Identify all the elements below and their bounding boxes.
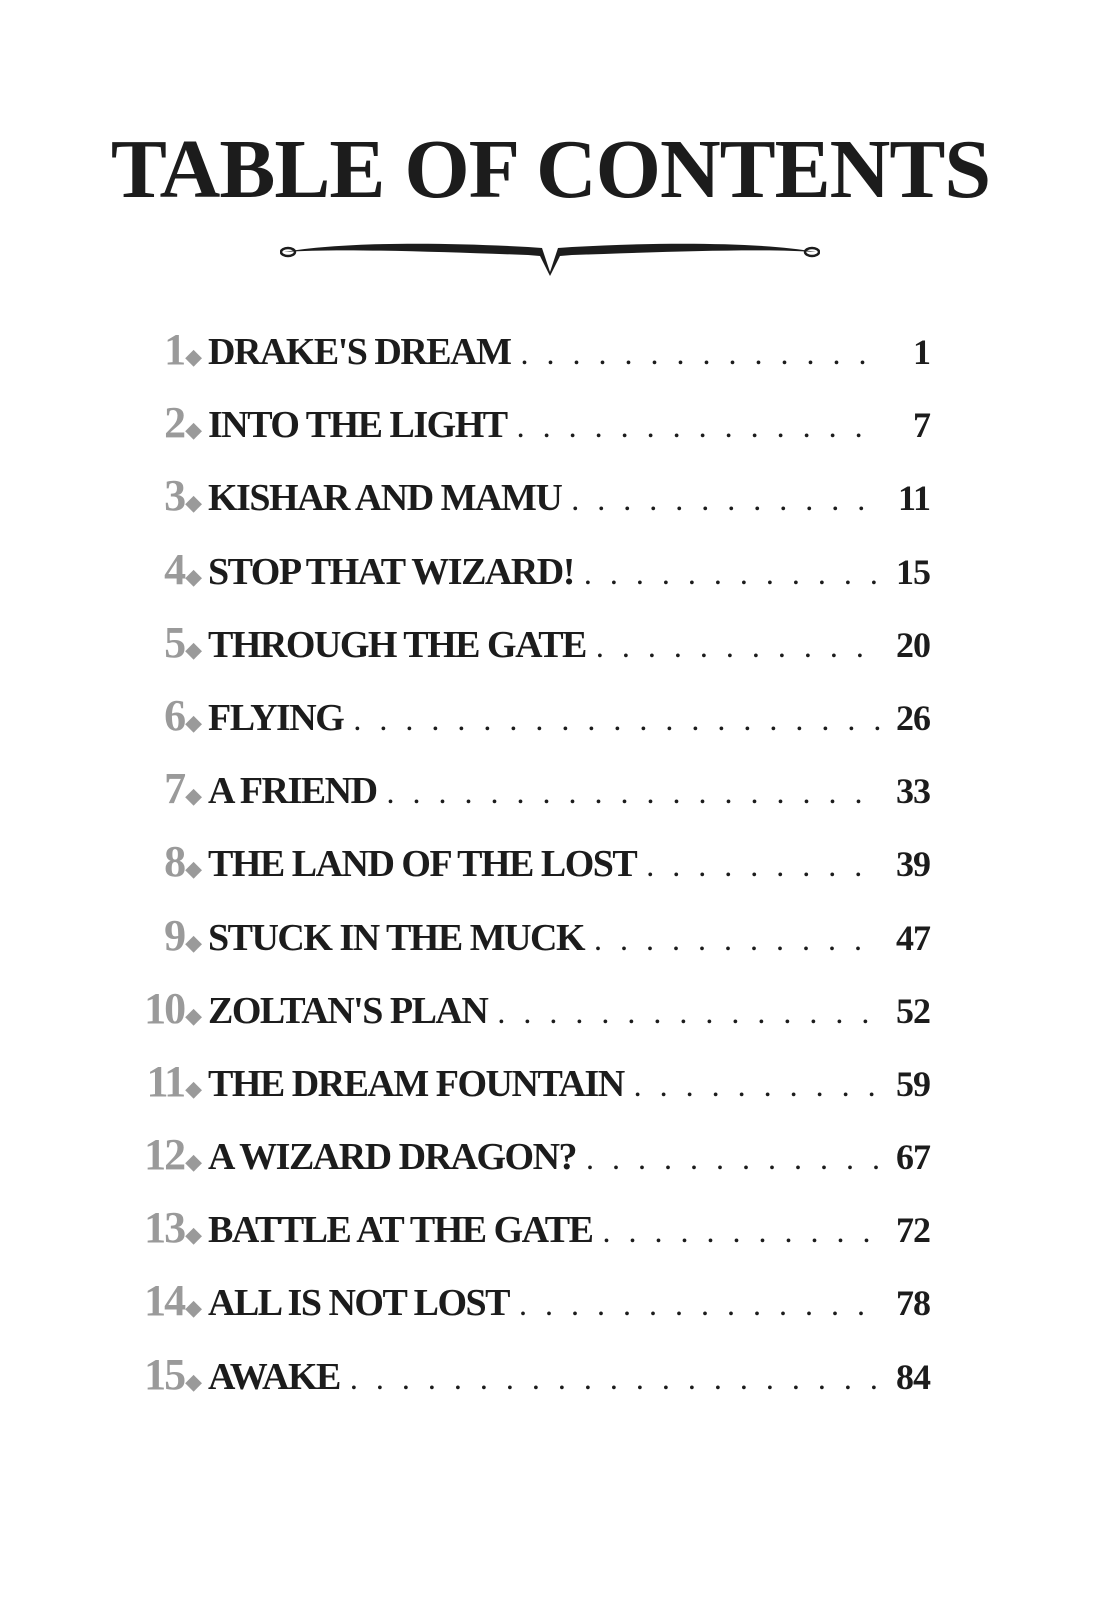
chapter-title: KISHAR AND MAMU: [208, 477, 562, 520]
chapter-number: 10◆: [144, 983, 200, 1033]
page-number: 72: [896, 1210, 930, 1251]
table-of-contents-list: [130, 325, 930, 1426]
chapter-title: ZOLTAN'S PLAN: [208, 989, 488, 1032]
dot-leader: [340, 1362, 882, 1394]
toc-entry[interactable]: [130, 1203, 930, 1279]
chapter-number: 6◆: [164, 690, 200, 740]
chapter-number: 2◆: [164, 398, 200, 448]
toc-entry[interactable]: [130, 617, 930, 694]
toc-entry[interactable]: [130, 1056, 930, 1133]
flourish-divider-icon: [280, 236, 820, 278]
page-number: 67: [896, 1137, 930, 1178]
dot-leader: [624, 1069, 882, 1101]
chapter-number: 9◆: [164, 910, 200, 960]
dot-leader: [576, 1142, 882, 1174]
chapter-number: 8◆: [164, 837, 200, 887]
page-number: 52: [896, 990, 930, 1031]
toc-entry[interactable]: [130, 983, 930, 1060]
chapter-number: 1◆: [164, 325, 200, 374]
page-number: 20: [896, 624, 930, 665]
chapter-number: 3◆: [164, 471, 200, 521]
chapter-number: 13◆: [144, 1203, 200, 1253]
dot-leader: [561, 483, 882, 515]
toc-entry[interactable]: [130, 690, 930, 767]
page-number: 7: [913, 405, 930, 446]
chapter-title: A FRIEND: [208, 770, 377, 813]
chapter-number: 14◆: [144, 1276, 200, 1326]
chapter-title: AWAKE: [208, 1355, 340, 1398]
chapter-number: 15◆: [144, 1349, 200, 1399]
dot-leader: [586, 630, 882, 662]
chapter-title: INTO THE LIGHT: [208, 404, 507, 447]
toc-entry[interactable]: [130, 471, 930, 547]
dot-leader: [510, 337, 882, 369]
dot-leader: [584, 923, 882, 955]
page-title: TABLE OF CONTENTS: [110, 123, 991, 216]
toc-entry[interactable]: [130, 764, 930, 840]
chapter-title: THE LAND OF THE LOST: [208, 843, 637, 886]
page-number: 78: [896, 1283, 930, 1324]
chapter-title: DRAKE'S DREAM: [208, 331, 511, 373]
page-number: 33: [896, 771, 930, 812]
dot-leader: [574, 557, 882, 589]
page-number: 11: [897, 478, 930, 519]
page-number: 26: [896, 697, 930, 738]
page-number: 1: [913, 332, 930, 372]
chapter-title: STOP THAT WIZARD!: [208, 550, 574, 593]
page-number: 84: [896, 1356, 930, 1397]
page-number: 39: [896, 844, 930, 885]
toc-entry[interactable]: [130, 325, 930, 401]
chapter-title: ALL IS NOT LOST: [208, 1282, 510, 1325]
toc-entry[interactable]: [130, 1276, 930, 1352]
dot-leader: [343, 703, 882, 735]
toc-entry[interactable]: [130, 398, 930, 474]
toc-entry[interactable]: [130, 837, 930, 913]
dot-leader: [507, 410, 882, 442]
chapter-title: THROUGH THE GATE: [208, 623, 586, 666]
chapter-number: 5◆: [164, 617, 200, 667]
page-number: 59: [896, 1063, 930, 1104]
chapter-number: 11◆: [146, 1056, 200, 1106]
page-number: 47: [896, 917, 930, 958]
dot-leader: [636, 849, 882, 881]
chapter-title: A WIZARD DRAGON?: [208, 1136, 577, 1179]
chapter-number: 7◆: [164, 764, 200, 814]
toc-entry[interactable]: [130, 544, 930, 621]
toc-entry[interactable]: [130, 910, 930, 987]
toc-entry[interactable]: [130, 1130, 930, 1206]
chapter-title: THE DREAM FOUNTAIN: [208, 1062, 624, 1105]
dot-leader: [377, 776, 882, 808]
dot-leader: [592, 1215, 882, 1247]
chapter-title: FLYING: [208, 696, 344, 739]
chapter-title: STUCK IN THE MUCK: [208, 916, 585, 959]
dot-leader: [487, 996, 882, 1028]
dot-leader: [509, 1288, 882, 1320]
page-number: 15: [896, 551, 930, 592]
chapter-number: 12◆: [144, 1130, 200, 1180]
toc-entry[interactable]: [130, 1349, 930, 1426]
chapter-title: BATTLE AT THE GATE: [208, 1209, 593, 1252]
chapter-number: 4◆: [164, 544, 200, 594]
